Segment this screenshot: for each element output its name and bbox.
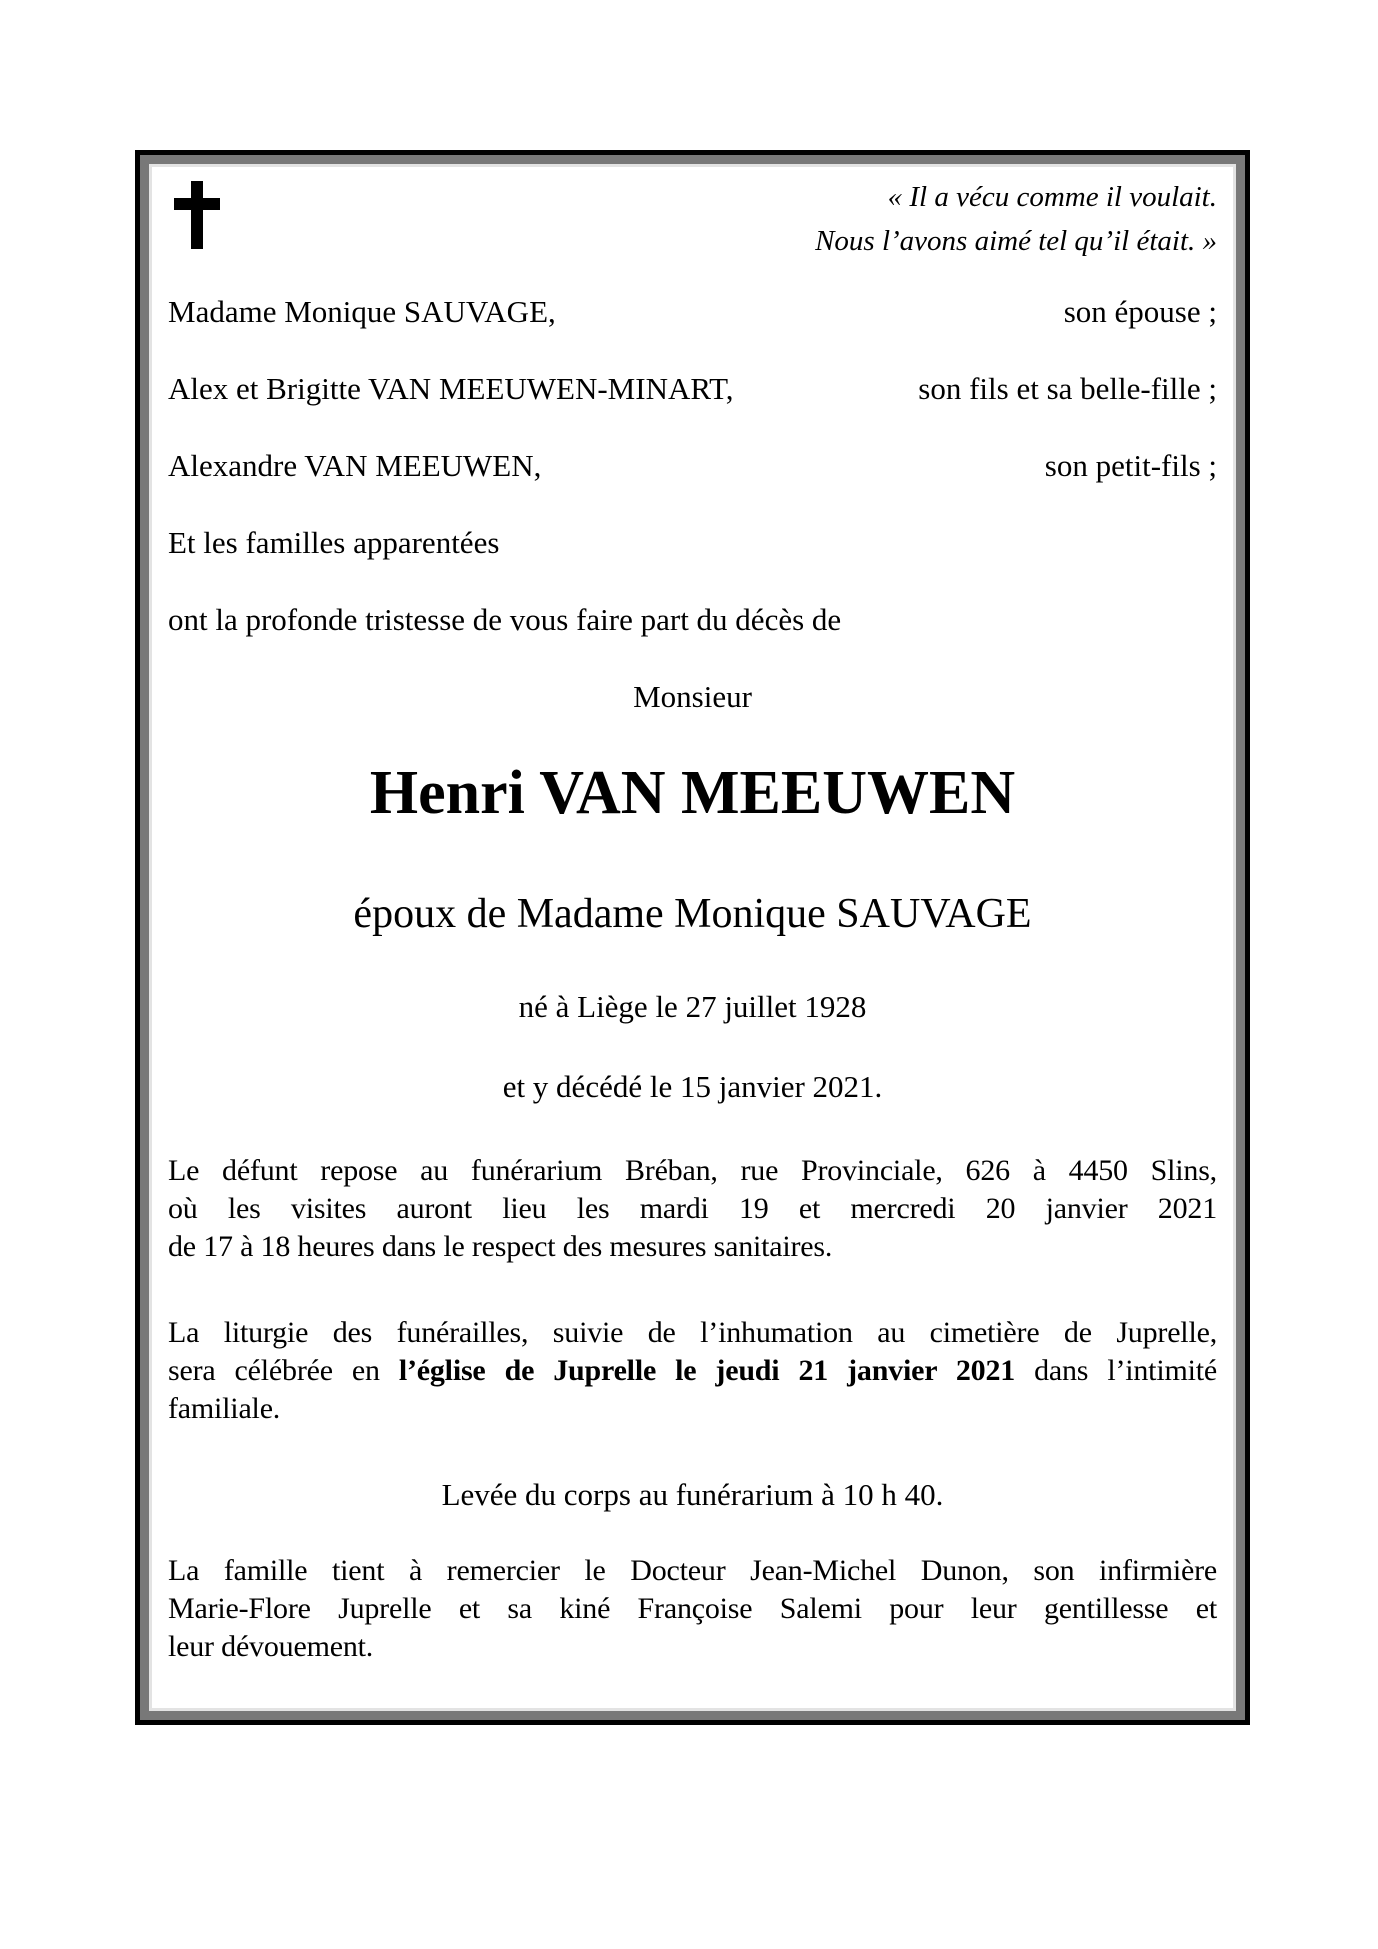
epitaph-quote-line1: « Il a vécu comme il voulait. (887, 181, 1217, 213)
liturgy-line: La liturgie des funérailles, suivie de l’inhumation au cimetière de Juprelle, (168, 1316, 1217, 1349)
death-line: et y décédé le 15 janvier 2021. (502, 1069, 883, 1104)
announcement-line: ont la profonde tristesse de vous faire part du décès de (168, 602, 842, 637)
repose-paragraph (168, 1152, 1217, 1266)
relative-relation: son fils et sa belle-fille ; (918, 371, 1217, 406)
thanks-line: La famille tient à remercier le Docteur Jean-Michel Dunon, son infirmière (168, 1554, 1217, 1587)
liturgy-line2-after: dans l’intimité (1015, 1354, 1217, 1387)
levee-line: Levée du corps au funérarium à 10 h 40. (441, 1477, 944, 1512)
families-line: Et les familles apparentées (168, 525, 500, 560)
relative-name: Madame Monique SAUVAGE, (168, 294, 556, 329)
liturgy-line2-before: sera célébrée en (168, 1354, 399, 1387)
thanks-line: leur dévouement. (168, 1630, 374, 1663)
repose-line: Le défunt repose au funérarium Bréban, rue Provinciale, 626 à 4450 Slins, (168, 1154, 1217, 1187)
liturgy-paragraph (168, 1314, 1217, 1428)
relative-relation: son épouse ; (1063, 294, 1217, 329)
relative-name: Alex et Brigitte VAN MEEUWEN-MINART, (168, 371, 734, 406)
spouse-line: époux de Madame Monique SAUVAGE (353, 891, 1032, 937)
birth-line: né à Liège le 27 juillet 1928 (518, 989, 867, 1024)
frame-content (149, 164, 1236, 1711)
epitaph-quote (815, 173, 1217, 263)
frame-gray-band (140, 155, 1245, 1720)
relative-row-spouse (168, 293, 1217, 331)
repose-line: de 17 à 18 heures dans le respect des mesures sanitaires. (168, 1230, 833, 1263)
announcement-frame (135, 150, 1250, 1725)
relative-relation: son petit-fils ; (1044, 448, 1217, 483)
cross-icon (174, 181, 220, 249)
repose-line: où les visites auront lieu les mardi 19 et mercredi 20 janvier 2021 (168, 1192, 1217, 1225)
honorific: Monsieur (633, 679, 752, 714)
header (168, 173, 1217, 269)
liturgy-line (168, 1352, 1217, 1390)
relative-name: Alexandre VAN MEEUWEN, (168, 448, 542, 483)
liturgy-line: familiale. (168, 1392, 281, 1425)
relative-row-son (168, 370, 1217, 408)
thanks-paragraph (168, 1552, 1217, 1666)
liturgy-line2-bold: l’église de Juprelle le jeudi 21 janvier 2021 (398, 1354, 1016, 1387)
deceased-name: Henri VAN MEEUWEN (369, 759, 1016, 827)
relative-row-grandson (168, 447, 1217, 485)
epitaph-quote-line2: Nous l’avons aimé tel qu’il était. » (815, 225, 1217, 257)
thanks-line: Marie-Flore Juprelle et sa kiné Françoise Salemi pour leur gentillesse et (168, 1592, 1217, 1625)
